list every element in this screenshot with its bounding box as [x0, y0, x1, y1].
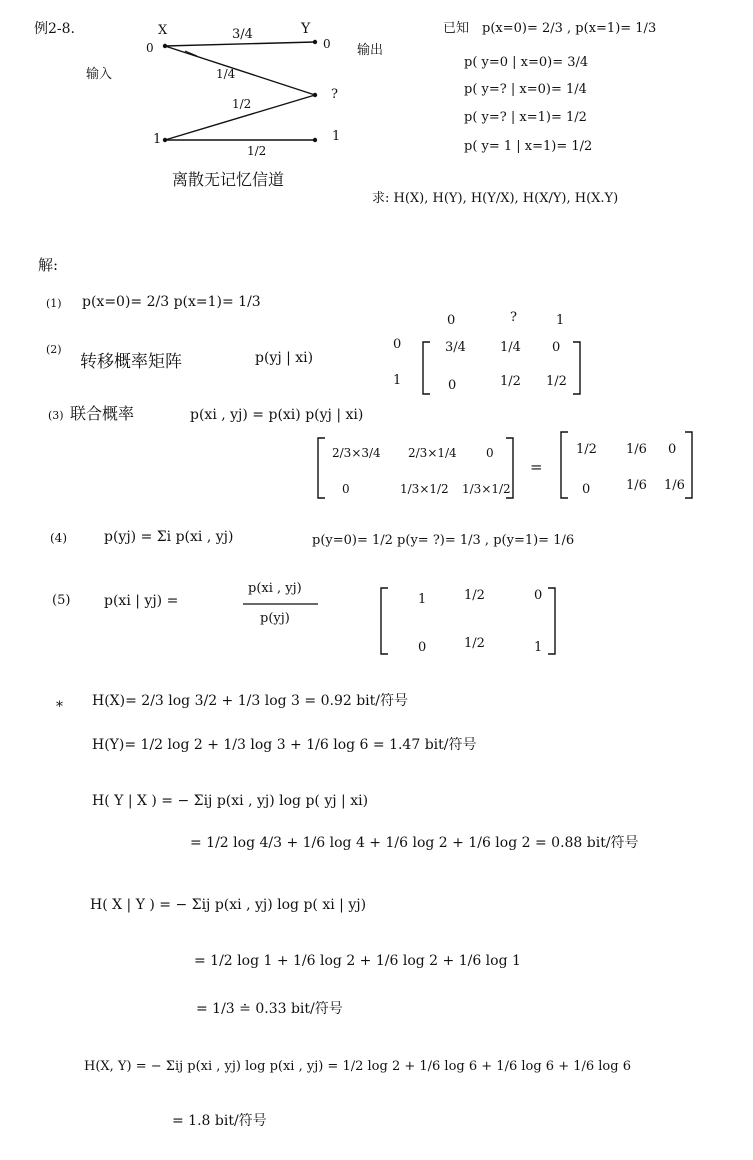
- hjoint-line-1: H(X, Y) = − Σij p(xi , yj) log p(xi , yj) = 1/2 log 2 + 1/6 log 6 + 1/6 log 6 + 1/6 log 6: [84, 1059, 631, 1074]
- step3-num: (3): [48, 409, 64, 422]
- given-line-2: p( y=0 | x=0)= 3/4: [464, 55, 589, 70]
- s3-left-0-2: 0: [486, 446, 494, 460]
- bracket-s3-right-close: [685, 432, 692, 498]
- step3-expr: p(xi , yj) = p(xi) p(yj | xi): [190, 407, 364, 423]
- s3-right-0-2: 0: [668, 442, 677, 457]
- s3-left-1-2: 1/3×1/2: [462, 482, 511, 496]
- s2-cell-1-0: 0: [448, 378, 457, 393]
- s3-right-1-2: 1/6: [664, 478, 685, 493]
- hyx-line-1: H( Y | X ) = − Σij p(xi , yj) log p( yj | xi): [92, 793, 369, 809]
- diagram-caption: 离散无记忆信道: [172, 170, 285, 189]
- s2-cell-0-0: 3/4: [445, 340, 466, 355]
- s3-right-1-1: 1/6: [626, 478, 647, 493]
- node-y1-label: 1: [332, 129, 341, 144]
- diagram-y-label: Y: [301, 21, 311, 37]
- diagram-x-label: X: [158, 23, 168, 38]
- node-y0-label: 0: [323, 37, 331, 51]
- hjoint-line-2: = 1.8 bit/符号: [172, 1113, 267, 1129]
- given-line-5: p( y= 1 | x=1)= 1/2: [464, 139, 593, 154]
- step5-lhs: p(xi | yj) =: [104, 593, 179, 609]
- edge-x0-y0: [165, 42, 315, 46]
- step1-num: (1): [46, 297, 62, 310]
- step3-label: 联合概率: [70, 404, 135, 423]
- input-label: 输入: [86, 67, 113, 82]
- s3-right-0-1: 1/6: [626, 442, 647, 457]
- hx-line: H(X)= 2/3 log 3/2 + 1/3 log 3 = 0.92 bit/符号: [92, 693, 408, 709]
- edge-x0-yq: [165, 46, 315, 95]
- s5-cell-0-0: 1: [418, 592, 427, 607]
- hxy-line-3: = 1/3 ≐ 0.33 bit/符号: [196, 1001, 343, 1017]
- s2-cell-1-2: 1/2: [546, 374, 567, 389]
- s2-cell-0-1: 1/4: [500, 340, 521, 355]
- step4-result: p(y=0)= 1/2 p(y= ?)= 1/3 , p(y=1)= 1/6: [312, 533, 575, 548]
- hyx-line-2: = 1/2 log 4/3 + 1/6 log 4 + 1/6 log 2 + 1/6 log 2 = 0.88 bit/符号: [190, 835, 639, 851]
- edge-label-00: 3/4: [232, 27, 253, 42]
- hxy-line-2: = 1/2 log 1 + 1/6 log 2 + 1/6 log 2 + 1/6 log 1: [194, 953, 521, 969]
- s5-cell-0-1: 1/2: [464, 588, 485, 603]
- step4-text: p(yj) = Σi p(xi , yj): [104, 529, 234, 545]
- step5-denominator: p(yj): [260, 611, 290, 626]
- s3-left-1-0: 0: [342, 482, 350, 496]
- edge-label-11: 1/2: [247, 144, 267, 158]
- s2-cell-0-2: 0: [552, 340, 561, 355]
- s5-cell-1-0: 0: [418, 640, 427, 655]
- s3-left-1-1: 1/3×1/2: [400, 482, 449, 496]
- edge-label-0q: 1/4: [216, 67, 236, 81]
- node-x1-label: 1: [153, 132, 162, 147]
- s3-right-1-0: 0: [582, 482, 591, 497]
- given-intro: 已知: [443, 21, 470, 36]
- s2-row-header-1: 1: [393, 373, 402, 388]
- s2-row-header-0: 0: [393, 337, 402, 352]
- given-line-4: p( y=? | x=1)= 1/2: [464, 110, 587, 125]
- node-x0-label: 0: [146, 41, 154, 55]
- s3-equals: =: [530, 458, 543, 476]
- step2-label: 转移概率矩阵: [80, 352, 182, 372]
- s3-right-0-0: 1/2: [576, 442, 597, 457]
- s2-col-header-1: ?: [510, 310, 517, 325]
- bracket-s2-open: [423, 342, 430, 394]
- s2-col-header-2: 1: [556, 313, 565, 328]
- step1-text: p(x=0)= 2/3 p(x=1)= 1/3: [82, 294, 261, 310]
- step2-num: (2): [46, 343, 62, 356]
- s5-cell-0-2: 0: [534, 588, 543, 603]
- s2-col-header-0: 0: [447, 313, 456, 328]
- node-yq-label: ?: [331, 87, 338, 102]
- s5-cell-1-1: 1/2: [464, 636, 485, 651]
- hxy-line-1: H( X | Y ) = − Σij p(xi , yj) log p( xi | yj): [90, 897, 367, 913]
- s3-left-0-0: 2/3×3/4: [332, 446, 381, 460]
- edge-label-1q: 1/2: [232, 97, 252, 111]
- bracket-s3-right-open: [561, 432, 568, 498]
- ask-line: 求: H(X), H(Y), H(Y/X), H(X/Y), H(X.Y): [372, 191, 619, 206]
- hy-line: H(Y)= 1/2 log 2 + 1/3 log 3 + 1/6 log 6 = 1.47 bit/符号: [92, 737, 477, 753]
- bracket-s2-close: [573, 342, 580, 394]
- step4-num: (4): [50, 531, 67, 545]
- bracket-s3-left-open: [318, 438, 325, 498]
- s3-left-0-1: 2/3×1/4: [408, 446, 457, 460]
- given-line-3: p( y=? | x=0)= 1/4: [464, 82, 587, 97]
- star-marker: *: [56, 699, 63, 715]
- solution-heading: 解:: [38, 256, 59, 274]
- given-line-1: p(x=0)= 2/3 , p(x=1)= 1/3: [482, 21, 657, 36]
- s5-cell-1-2: 1: [534, 640, 543, 655]
- step2-expr: p(yj | xi): [255, 350, 314, 366]
- bracket-s5-open: [381, 588, 388, 654]
- example-label: 例2-8.: [34, 21, 75, 37]
- step5-num: (5): [52, 593, 71, 608]
- bracket-s5-close: [548, 588, 555, 654]
- s2-cell-1-1: 1/2: [500, 374, 521, 389]
- output-label: 输出: [357, 43, 384, 58]
- step5-numerator: p(xi , yj): [248, 581, 302, 596]
